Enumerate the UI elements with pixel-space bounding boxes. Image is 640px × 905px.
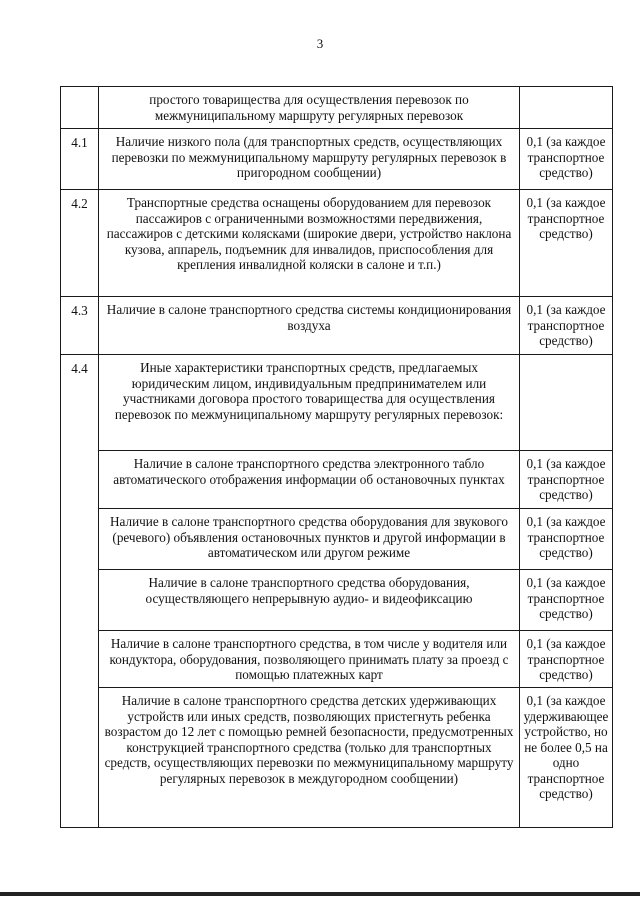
row-number: 4.4: [61, 355, 99, 828]
subrow-value: 0,1 (за каждое транспортное средство): [520, 451, 613, 509]
row-value: 0,1 (за каждое транспортное средство): [520, 190, 613, 297]
subrow-value: 0,1 (за каждое транспортное средство): [520, 631, 613, 688]
row-number: [61, 87, 99, 129]
row-value: [520, 355, 613, 451]
row-description: Иные характеристики транспортных средств, предлагаемых юридическим лицом, индивидуальным предпринимателем или участниками договора простого товарищества для осуществления перевозок по межмуниципальному маршруту регулярных перевозок:: [99, 355, 520, 451]
row-value: 0,1 (за каждое транспортное средство): [520, 129, 613, 190]
row-number: 4.3: [61, 297, 99, 355]
row-description: простого товарищества для осуществления перевозок по межмуниципальному маршруту регулярных перевозок: [99, 87, 520, 129]
row-description: Наличие низкого пола (для транспортных средств, осуществляющих перевозки по межмуниципальному маршруту регулярных перевозок в пригородном сообщении): [99, 129, 520, 190]
subrow-description: Наличие в салоне транспортного средства детских удерживающих устройств или иных средств, позволяющих пристегнуть ребенка возрастом до 12 лет с помощью ремней безопасности, предусмотренных конструкцией транспортного средства (только для транспортных средств, осуществляющих перевозки по межмуниципальному маршруту регулярных перевозок в междугородном сообщении): [99, 688, 520, 828]
subrow-description: Наличие в салоне транспортного средства оборудования для звукового (речевого) объявления остановочных пунктов и другой информации в автоматическом или другом режиме: [99, 509, 520, 570]
table-subrow: [61, 631, 613, 688]
row-number: 4.1: [61, 129, 99, 190]
table-row: [61, 297, 613, 355]
subrow-value: 0,1 (за каждое удерживающее устройство, но не более 0,5 на одно транспортное средство): [520, 688, 613, 828]
subrow-value: 0,1 (за каждое транспортное средство): [520, 509, 613, 570]
subrow-description: Наличие в салоне транспортного средства электронного табло автоматического отображения информации об остановочных пунктах: [99, 451, 520, 509]
table-row: [61, 355, 613, 451]
scan-edge-rule: [0, 892, 640, 896]
row-description: Транспортные средства оснащены оборудованием для перевозок пассажиров с ограниченными возможностями передвижения, пассажиров с детскими колясками (широкие двери, устройство наклона кузова, аппарель, подъемник для инвалидов, приспособления для крепления инвалидной коляски в салоне и т.п.): [99, 190, 520, 297]
page-number: 3: [316, 36, 324, 51]
subrow-description: Наличие в салоне транспортного средства, в том числе у водителя или кондуктора, оборудования, позволяющего принимать плату за проезд с помощью платежных карт: [99, 631, 520, 688]
criteria-table: [60, 86, 613, 828]
table-subrow: [61, 451, 613, 509]
table-subrow: [61, 509, 613, 570]
table-row: [61, 87, 613, 129]
subrow-description: Наличие в салоне транспортного средства оборудования, осуществляющего непрерывную аудио- и видеофиксацию: [99, 570, 520, 631]
table-row: [61, 190, 613, 297]
table-row: [61, 129, 613, 190]
row-number: 4.2: [61, 190, 99, 297]
table-subrow: [61, 688, 613, 828]
row-description: Наличие в салоне транспортного средства системы кондиционирования воздуха: [99, 297, 520, 355]
table-subrow: [61, 570, 613, 631]
subrow-value: 0,1 (за каждое транспортное средство): [520, 570, 613, 631]
row-value: [520, 87, 613, 129]
row-value: 0,1 (за каждое транспортное средство): [520, 297, 613, 355]
